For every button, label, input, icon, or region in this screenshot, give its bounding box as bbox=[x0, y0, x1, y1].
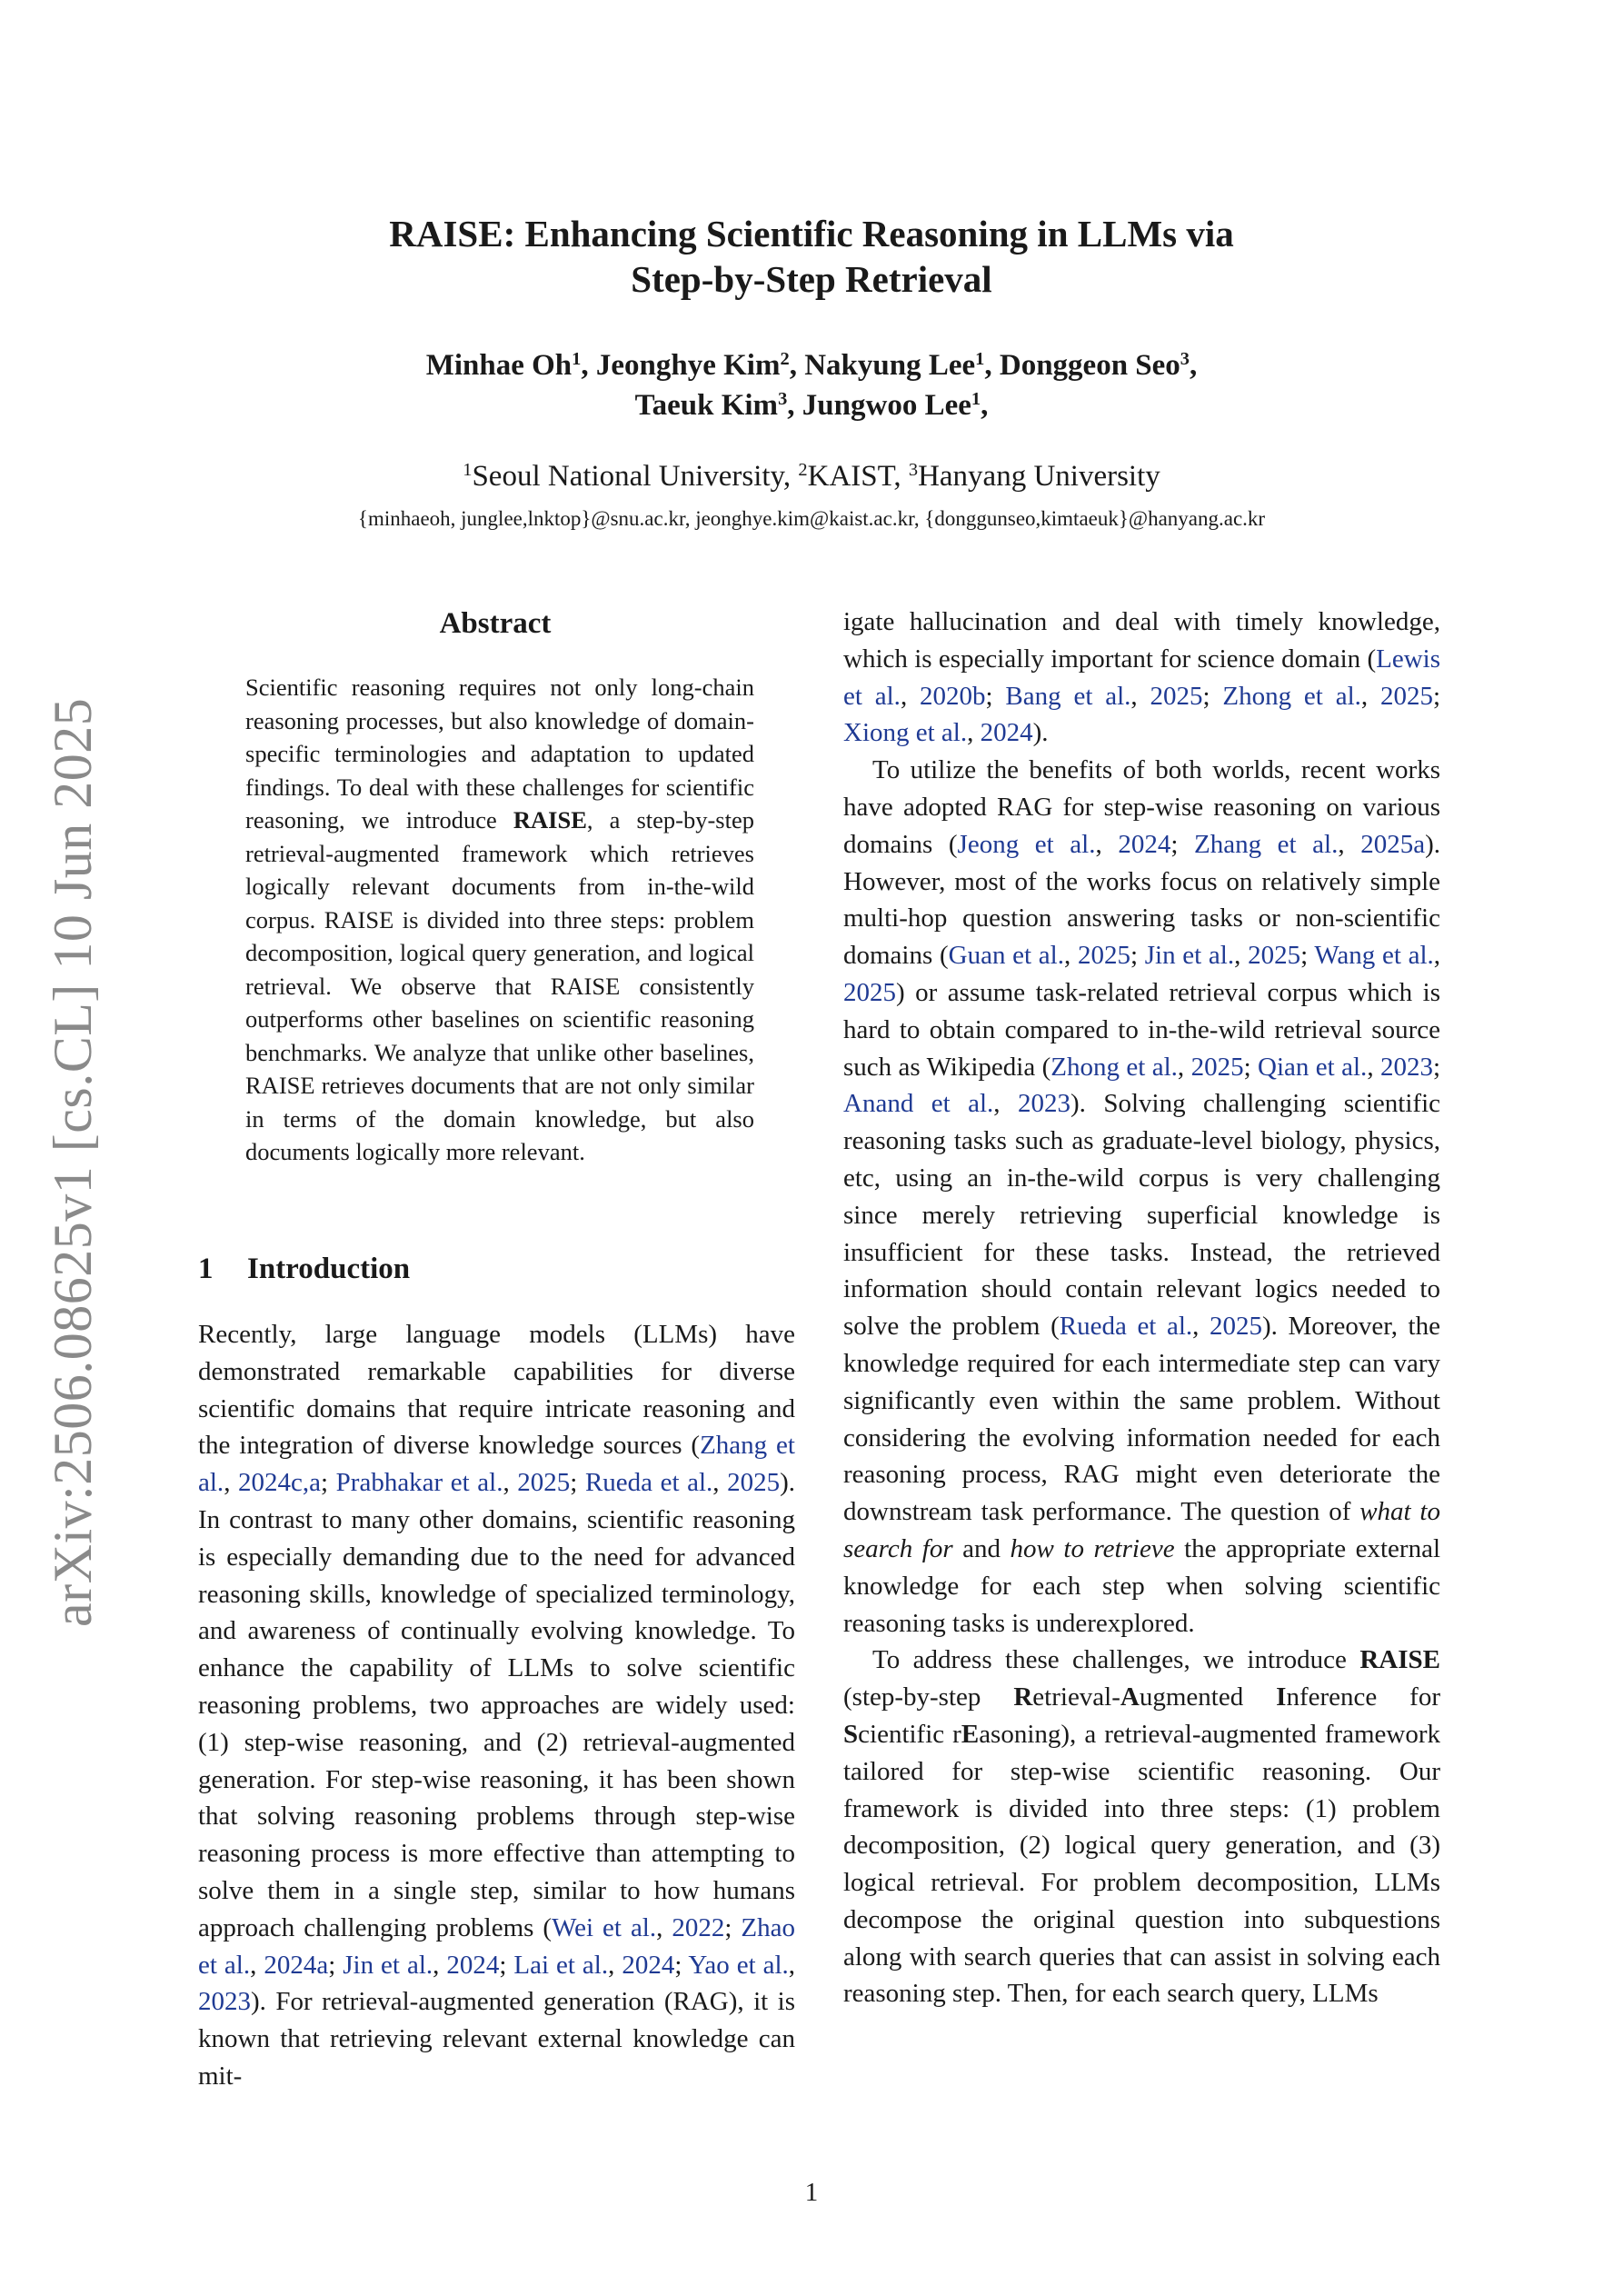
citation-link[interactable]: 2025 bbox=[1210, 1312, 1263, 1342]
affiliations: $^1$Seoul National University, $^2$KAIST, $^3$Hanyang University bbox=[463, 459, 1160, 493]
citation-link[interactable]: Lewis et al. bbox=[843, 644, 1440, 711]
affiliation-name-1: KAIST bbox=[807, 460, 894, 493]
citation-link[interactable]: 2024 bbox=[980, 718, 1033, 748]
citation-link[interactable]: Prabhakar et al. bbox=[335, 1468, 503, 1498]
author-emails: {minhaeoh, junglee,lnktop}@snu.ac.kr, jeonghye.kim@kaist.ac.kr, {donggunseo,kimtaeuk}@hanyang.ac.kr bbox=[357, 507, 1266, 530]
citation-link[interactable]: 2025 bbox=[843, 977, 896, 1007]
line1-author-3: Donggeon Seo bbox=[999, 349, 1180, 382]
citation-link[interactable]: 2025 bbox=[1077, 941, 1130, 971]
citation-link[interactable]: 2020b bbox=[920, 681, 986, 711]
affiliation-marker: 1 bbox=[971, 388, 981, 409]
section-number: 1 bbox=[198, 1253, 214, 1285]
citation-link[interactable]: Jin et al. bbox=[343, 1950, 433, 1980]
bold-text: A bbox=[1120, 1682, 1140, 1712]
left-column bbox=[198, 1316, 795, 2095]
section-heading bbox=[198, 1253, 410, 1286]
arxiv-side-stamp: arXiv:2506.08625v1 [cs.CL] 10 Jun 2025 bbox=[43, 697, 103, 1627]
right-paragraph-1: To utilize the benefits of both worlds, recent works have adopted RAG for step-wise reasoning on various domains (Jeong et al., 2024; Zhang et al., 2025a). However, most of the works focus on relatively simple multi-hop question answering tasks or non-scientific domains (Guan et al., 2025; Jin et al., 2025; Wang et al., 2025) or assume task-related retrieval corpus which is hard to obtain compared to in-the-wild retrieval source such as Wikipedia (Zhong et al., 2025; Qian et al., 2023; Anand et al., 2023). Solving challenging scientific reasoning tasks such as graduate-level biology, physics, etc, using an in-the-wild corpus is very challenging since merely retrieving superficial knowledge is insufficient for these tasks. Instead, the retrieved information should contain relevant logics needed to solve the problem (Rueda et al., 2025). Moreover, the knowledge required for each intermediate step can vary significantly even within the same problem. Without considering the evolving information needed for each reasoning process, RAG might even deteriorate the downstream task performance. The question of what to search for and how to retrieve the appropriate external knowledge for each step when solving scientific reasoning tasks is underexplored. bbox=[843, 755, 1441, 1638]
left-paragraph-0: Recently, large language models (LLMs) have demonstrated remarkable capabilities for diverse scientific domains that require intricate reasoning and the integration of diverse knowledge sources (Zhang et al., 2024c,a; Prabhakar et al., 2025; Rueda et al., 2025). In contrast to many other domains, scientific reasoning is especially demanding due to the need for advanced reasoning skills, knowledge of specialized terminology, and awareness of continually evolving knowledge. To enhance the capability of LLMs to solve scientific reasoning problems, two approaches are widely used: (1) step-wise reasoning, and (2) retrieval-augmented generation. For step-wise reasoning, it has been shown that solving reasoning problems through step-wise reasoning process is more effective than attempting to solve them in a single step, similar to how humans approach challenging problems (Wei et al., 2022; Zhao et al., 2024a; Jin et al., 2024; Lai et al., 2024; Yao et al., 2023). For retrieval-augmented generation (RAG), it is known that retrieving relevant external knowledge can mit- bbox=[198, 1320, 796, 2091]
citation-link[interactable]: Jin et al. bbox=[1144, 941, 1235, 971]
bold-text: RAISE bbox=[513, 806, 587, 834]
affiliation-marker: 1 bbox=[572, 348, 582, 369]
title-line-2: Step-by-Step Retrieval bbox=[631, 258, 992, 300]
citation-link[interactable]: 2024 bbox=[446, 1950, 500, 1980]
affiliation-marker: 2 bbox=[780, 348, 790, 369]
authors-line-1: Minhae Oh$^1$, Jeonghye Kim$^2$, Nakyung Lee$^1$, Donggeon Seo$^3$, bbox=[425, 348, 1198, 382]
italic-text: how to retrieve bbox=[1010, 1533, 1175, 1563]
citation-link[interactable]: 2023 bbox=[198, 1987, 251, 2017]
affiliation-marker: 3 bbox=[778, 388, 788, 409]
citation-link[interactable]: 2025 bbox=[1379, 681, 1433, 711]
citation-link[interactable]: 2025 bbox=[1248, 941, 1301, 971]
right-column bbox=[843, 604, 1440, 2012]
line1-author-2: Nakyung Lee bbox=[804, 349, 976, 382]
citation-link[interactable]: Lai et al. bbox=[513, 1950, 609, 1980]
page-number: 1 bbox=[804, 2178, 819, 2207]
authors-line-2: Taeuk Kim$^3$, Jungwoo Lee$^1$, bbox=[634, 388, 989, 422]
citation-link[interactable]: Zhong et al. bbox=[1222, 681, 1361, 711]
italic-text: what to search for bbox=[843, 1497, 1440, 1563]
affiliation-marker: 3 bbox=[1180, 348, 1190, 369]
bold-text: R bbox=[1013, 1682, 1033, 1712]
citation-link[interactable]: Xiong et al. bbox=[843, 718, 968, 748]
right-paragraph-0: igate hallucination and deal with timely knowledge, which is especially important for science domain (Lewis et al., 2020b; Bang et al., 2025; Zhong et al., 2025; Xiong et al., 2024). bbox=[843, 607, 1441, 748]
citation-link[interactable]: 2024 bbox=[622, 1950, 675, 1980]
citation-link[interactable]: 2024 bbox=[1118, 829, 1171, 859]
line1-author-0: Minhae Oh bbox=[425, 349, 573, 382]
affiliation-name-0: Seoul National University bbox=[472, 460, 783, 493]
citation-link[interactable]: Bang et al. bbox=[1005, 681, 1131, 711]
right-paragraph-2: To address these challenges, we introduce RAISE (step-by-step Retrieval-Augmented Inference for Scientific rEasoning), a retrieval-augmented framework tailored for step-wise scientific reasoning. Our framework is divided into three steps: (1) problem decomposition, (2) logical query generation, and (3) logical retrieval. For problem decomposition, LLMs decompose the original question into subquestions along with search queries that can assist in solving each reasoning step. Then, for each search query, LLMs bbox=[843, 1645, 1441, 2009]
citation-link[interactable]: Jeong et al. bbox=[957, 829, 1096, 859]
bold-text: RAISE bbox=[1359, 1645, 1440, 1675]
affiliation-name-2: Hanyang University bbox=[918, 460, 1160, 493]
citation-link[interactable]: Zhang et al. bbox=[1193, 829, 1339, 859]
citation-link[interactable]: 2023 bbox=[1379, 1052, 1433, 1082]
line1-author-1: Jeonghye Kim bbox=[595, 349, 781, 382]
citation-link[interactable]: 2025a bbox=[1360, 829, 1426, 859]
affiliation-marker: 2 bbox=[798, 459, 808, 480]
citation-link[interactable]: 2024a bbox=[264, 1950, 329, 1980]
bold-text: E bbox=[961, 1719, 980, 1749]
affiliation-marker: 3 bbox=[908, 459, 919, 480]
citation-link[interactable]: 2025 bbox=[1190, 1052, 1244, 1082]
paper-title bbox=[0, 211, 1623, 302]
citation-link[interactable]: 2023 bbox=[1017, 1089, 1070, 1119]
citation-link[interactable]: 2024c,a bbox=[238, 1468, 322, 1498]
citation-link[interactable]: Guan et al. bbox=[948, 941, 1064, 971]
citation-link[interactable]: Zhong et al. bbox=[1050, 1052, 1178, 1082]
citation-link[interactable]: 2022 bbox=[672, 1912, 725, 1942]
line2-author-1: Jungwoo Lee bbox=[802, 389, 971, 422]
citation-link[interactable]: Rueda et al. bbox=[584, 1468, 713, 1498]
citation-link[interactable]: Zhang et al. bbox=[198, 1431, 795, 1498]
line2-author-0: Taeuk Kim bbox=[634, 389, 779, 422]
section-title: Introduction bbox=[247, 1253, 411, 1285]
citation-link[interactable]: Zhao et al. bbox=[198, 1912, 795, 1980]
citation-link[interactable]: 2025 bbox=[1150, 681, 1203, 711]
bold-text: S bbox=[843, 1719, 859, 1749]
citation-link[interactable]: Wei et al. bbox=[552, 1912, 657, 1942]
citation-link[interactable]: Anand et al. bbox=[843, 1089, 994, 1119]
citation-link[interactable]: Wang et al. bbox=[1314, 941, 1434, 971]
author-list bbox=[0, 345, 1623, 425]
abstract-heading: Abstract bbox=[439, 607, 552, 640]
citation-link[interactable]: Yao et al. bbox=[688, 1950, 789, 1980]
affiliation-marker: 1 bbox=[975, 348, 985, 369]
citation-link[interactable]: 2025 bbox=[727, 1468, 781, 1498]
citation-link[interactable]: Rueda et al. bbox=[1059, 1312, 1193, 1342]
citation-link[interactable]: 2025 bbox=[517, 1468, 571, 1498]
affiliation-marker: 1 bbox=[463, 459, 473, 480]
bold-text: I bbox=[1276, 1682, 1287, 1712]
abstract-text: Scientific reasoning requires not only long-chain reasoning processes, but also knowledge of domain-specific terminologies and adaptation to updated findings. To deal with these challenges for scientific reasoning, we introduce RAISE, a step-by-step retrieval-augmented framework which retrieves logically relevant documents from in-the-wild corpus. RAISE is divided into three steps: problem decomposition, logical query generation, and logical retrieval. We observe that RAISE consistently outperforms other baselines on scientific reasoning benchmarks. We analyze that unlike other baselines, RAISE retrieves documents that are not only similar in terms of the domain knowledge, but also documents logically more relevant. bbox=[245, 674, 754, 1165]
title-line-1: RAISE: Enhancing Scientific Reasoning in LLMs via bbox=[389, 213, 1234, 255]
citation-link[interactable]: Qian et al. bbox=[1258, 1052, 1368, 1082]
